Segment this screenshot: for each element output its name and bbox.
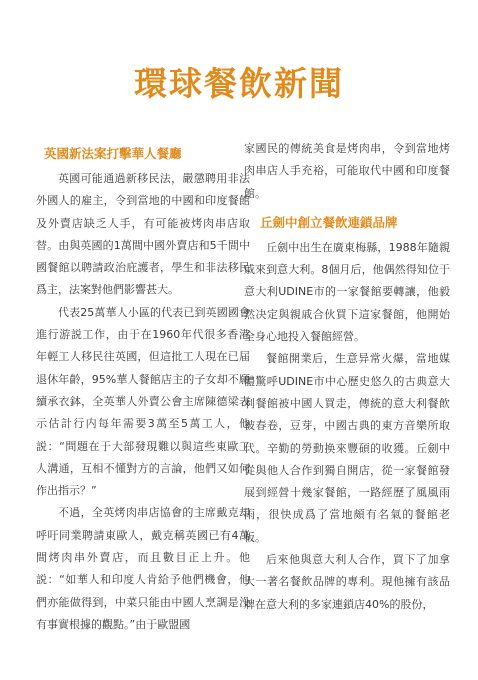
article-paragraph: 后來他與意大利人合作，買下了加拿大一著名餐飲品牌的專利。現他擁有該品牌在意大利的多家連鎖店40%的股份， — [244, 553, 450, 611]
article-paragraph: 不過，全英烤肉串店協會的主席戴克却呼吁同業聘請東歐人，戴克稱英國已有4萬間烤肉串外賣店，而且數目正上升。他説：“如華人和印度人肯給予他們機會，他們亦能做得到，中菜只能由中國人烹調是没有事實根據的觀點。”由于歐盟國 — [36, 506, 250, 631]
article-paragraph: 丘劍中出生在廣東梅縣，1988年隨親戚來到意大利。8個月后，他偶然得知位于意大利UDINE市的一家餐館要轉讓，他毅然决定與親戚合伙買下這家餐館，他開始全身心地投入餐館經營。 — [244, 240, 450, 344]
right-column — [244, 138, 450, 616]
article-paragraph-continued: 家國民的傳統美食是烤肉串，令到當地烤肉串店人手充裕，可能取代中國和印度餐館。 — [244, 142, 450, 200]
article-heading-uk: 英國新法案打擊華人餐廳 — [44, 146, 182, 161]
article-heading-qiu: 丘劍中創立餐飲連鎖品牌 — [260, 214, 398, 230]
article-paragraph: 英國可能通過新移民法，嚴懲聘用非法外國人的雇主，令到當地的中國和印度餐館及外賣店缺乏人手，有可能被烤肉串店取替。由與英國的1萬間中國外賣店和5千間中國餐館以聘請政治庇護者，學生和非法移民爲主，法案對他們影響甚大。 — [36, 172, 250, 297]
article-paragraph: 代表25萬華人小區的代表已到英國國會進行游説工作，由于在1960年代很多香港年輕工人移民往英國，但這批工人現在已届退休年齡，95%華人餐館店主的子女却不願續承衣鉢，全英華人外賣公會主席陳德梁表示估計行内每年需要3萬至5萬工人，他説：“問題在于大部發現難以與這些東歐工人溝通，互相不懂對方的言論，他們又如何作出指示？” — [36, 305, 250, 498]
left-column — [36, 138, 250, 636]
page-title: 環球餐飲新聞 — [134, 64, 344, 103]
article-paragraph: 餐館開業后，生意异常火爆，當地媒體驚呼UDINE市中心歷史悠久的古典意大利餐館被中國人買走，傳統的意大利餐飲被春卷，豆芽，中國古典的東方音樂所取代。辛勤的勞動换來豐碩的收獲。丘劍中從與他人合作到獨自開店，從一家餐館發展到經營十幾家餐館，一路經歷了風風雨雨，很快成爲了當地頗有名氣的餐館老板。 — [244, 352, 450, 544]
